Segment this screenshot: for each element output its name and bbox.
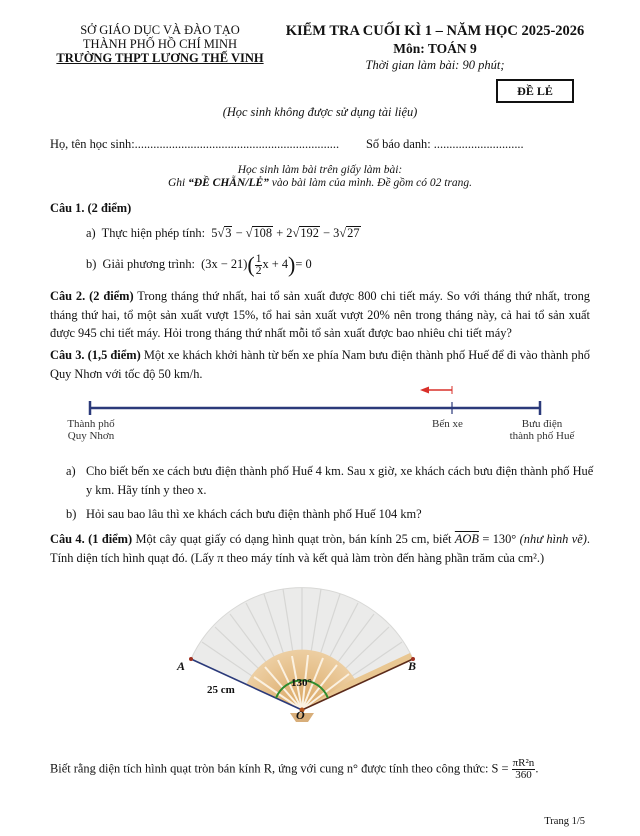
q4-title: Câu 4. (1 điểm) <box>50 532 133 546</box>
label-quy-nhon: Thành phố Quy Nhơn <box>67 418 115 442</box>
q3b: b) Hỏi sau bao lâu thì xe khách cách bưu điện thành phố Huế 104 km? <box>66 507 422 521</box>
instructions-line2: Ghi “ĐỀ CHẴN/LẺ” vào bài làm của mình. Đề gồm có 02 trang. <box>167 177 473 189</box>
label-b: B <box>408 659 417 673</box>
instructions <box>0 164 640 190</box>
city: THÀNH PHỐ HỒ CHÍ MINH <box>82 37 238 51</box>
page-number: Trang 1/5 <box>544 816 585 827</box>
header-right <box>270 23 600 74</box>
q1a-expression: 5√3 − √108 + 2√192 − 3√27 <box>211 226 360 240</box>
student-name-field: Họ, tên học sinh:.................................................................. <box>50 137 340 151</box>
instructions-line1: Học sinh làm bài trên giấy làm bài: <box>237 164 403 176</box>
sector-formula-text: Biết rằng diện tích hình quạt tròn bán kính R, ứng với cung n° được tính theo công thức: S = $\frac{\text{πR²n}}{360}$ . <box>50 757 539 781</box>
q3-title: Câu 3. (1,5 điểm) <box>50 348 141 362</box>
q1b: b) Giải phương trình: (3x − 21)( $\frac{1}{2}$ x + 4)= 0 <box>86 252 312 277</box>
q1b-equation: (3x − 21)( $\frac{1}{2}$ x + 4)= 0 <box>201 252 312 277</box>
label-hue-post-office: Bưu điện thành phố Huế <box>509 418 575 442</box>
student-id-field: Số báo danh: ............................. <box>366 137 524 151</box>
duration: Thời gian làm bài: 90 phút; <box>365 58 505 72</box>
arrow-head-icon <box>420 387 429 394</box>
department: SỞ GIÁO DỤC VÀ ĐÀO TẠO <box>80 23 240 37</box>
school-name: TRƯỜNG THPT LƯƠNG THẾ VINH <box>56 51 264 65</box>
point-a <box>189 657 193 661</box>
exam-title: KIỂM TRA CUỐI KÌ 1 – NĂM HỌC 2025-2026 <box>285 23 585 39</box>
radius-label: 25 cm <box>207 684 235 696</box>
angle-label: 130° <box>291 677 312 689</box>
q2-title: Câu 2. (2 điểm) <box>50 289 134 303</box>
q2-text: Trong tháng thứ nhất, hai tổ sản xuất được 800 chi tiết máy. So với tháng thứ nhất, trong tháng thứ hai, tổ một sản xuất vượt 15%, tổ hai sản xuất vượt 20% nên trong tháng này, cả hai tổ sản xuất được 945 chi tiết máy. Hỏi trong tháng thứ nhất mỗi tổ sản xuất được bao nhiêu chi tiết máy? <box>50 289 590 340</box>
q4: Câu 4. (1 điểm) Một cây quạt giấy có dạng hình quạt tròn, bán kính 25 cm, biết $\overline{AOB} = 130^\circ$ (như hình vẽ). Tính diện tích hình quạt đó. (Lấy π theo máy tính và kết quả làm tròn đến hàng phần trăm của cm².) <box>50 532 590 565</box>
q2 <box>50 287 590 343</box>
q3-text: Một xe khách khởi hành từ bến xe phía Nam bưu điện thành phố Huế để đi vào thành phố Quy Nhơn với tốc độ 50 km/h. <box>50 348 590 381</box>
header-left <box>40 23 280 65</box>
label-a: A <box>177 659 186 673</box>
label-ben-xe: Bến xe <box>432 418 463 430</box>
q3 <box>50 346 590 383</box>
subject: Môn: TOÁN 9 <box>393 41 477 56</box>
angle-aob: $\overline{AOB}$ <box>454 532 479 546</box>
q1a: a) Thực hiện phép tính: 5√3 − √108 + 2√192 − 3√27 <box>86 226 360 240</box>
q3a: a) Cho biết bến xe cách bưu điện thành phố Huế 4 km. Sau x giờ, xe khách cách bưu điện thành phố Huế y km. Hãy tính y theo x. <box>66 464 594 497</box>
exam-code-box: ĐỀ LẺ <box>496 79 574 103</box>
fan-figure <box>150 585 450 725</box>
label-o: O <box>296 708 305 722</box>
q1-title: Câu 1. (2 điểm) <box>50 201 132 215</box>
sector-formula: $\frac{\text{πR²n}}{360}$ <box>512 757 535 781</box>
notice: (Học sinh không được sử dụng tài liệu) <box>222 105 418 119</box>
